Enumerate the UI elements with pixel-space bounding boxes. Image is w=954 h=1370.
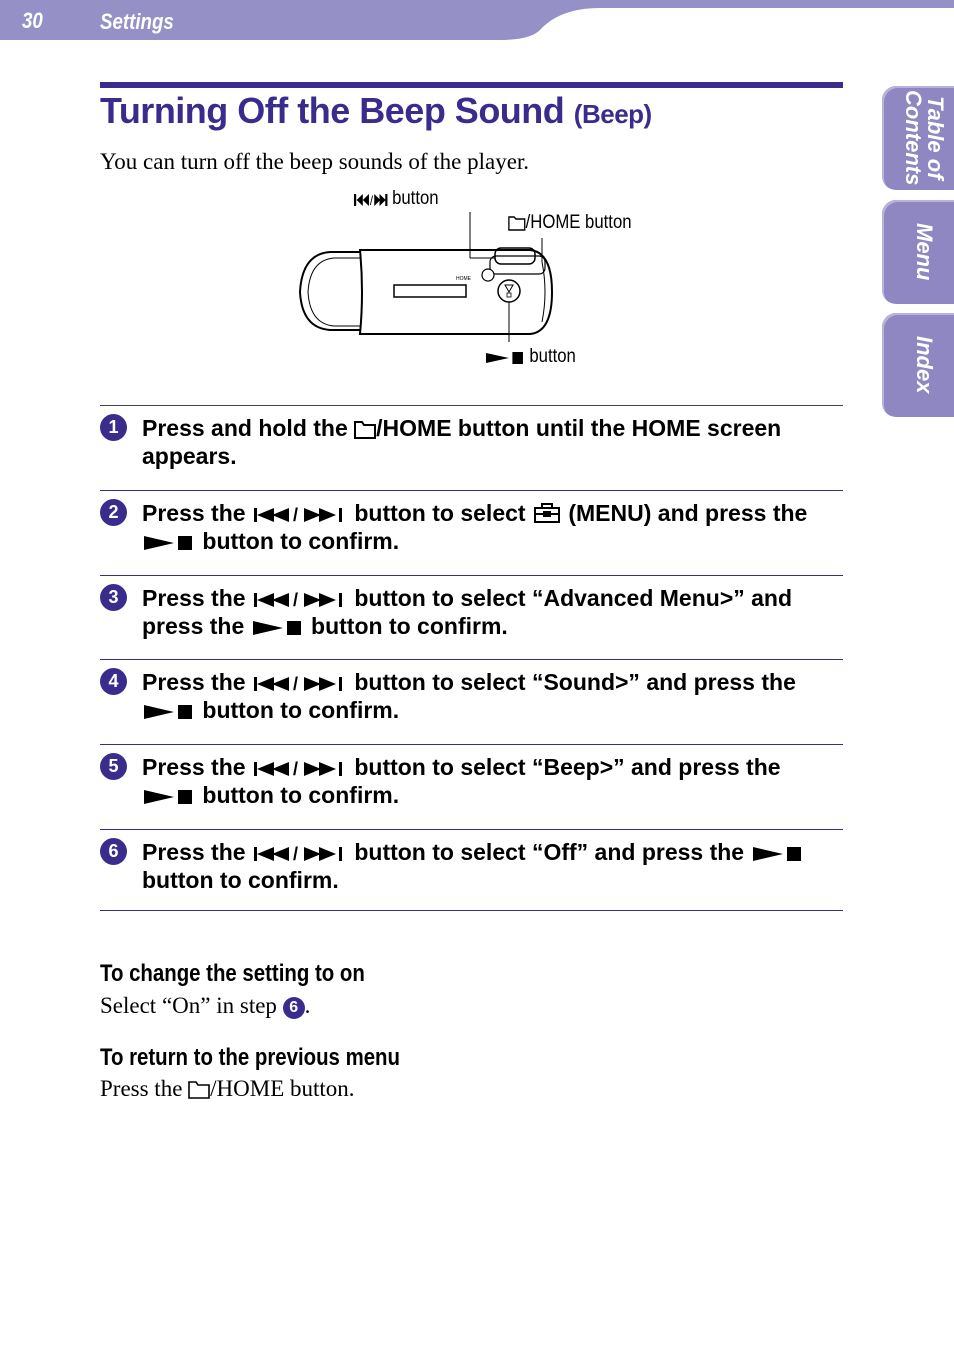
page-title	[100, 90, 652, 132]
tab-index[interactable]	[882, 313, 954, 417]
prev-next-icon	[354, 193, 387, 207]
tab-label: Index	[912, 336, 937, 394]
step-text: Press the / button to select “Off” and press the button to confirm.	[142, 838, 832, 894]
label-home-button: /HOME button	[508, 212, 632, 234]
step-text: Press the / button to select “Beep>” and press the button to confirm.	[142, 754, 781, 808]
title-rule	[100, 82, 843, 88]
return-menu-text: Press the /HOME button.	[100, 1076, 355, 1101]
title-sub: (Beep)	[573, 99, 652, 129]
prev-next-icon	[252, 760, 348, 778]
step-list	[100, 405, 843, 911]
step-reference-badge: 6	[283, 997, 305, 1019]
step-number: 1	[100, 414, 127, 441]
device-home-text: HOME	[456, 276, 471, 282]
step-4	[100, 660, 843, 745]
step-text: Press the / button to select “Advanced Menu>” and press the button to confirm.	[142, 585, 793, 639]
svg-text:/: /	[292, 675, 298, 693]
step-text: Press and hold the /HOME button until the HOME screen appears.	[142, 415, 782, 469]
change-setting-text: Select “On” in step 6 .	[100, 993, 311, 1018]
step-number: 5	[100, 753, 127, 780]
title-main: Turning Off the Beep Sound	[100, 90, 565, 131]
folder-icon	[188, 1079, 210, 1099]
step-2	[100, 491, 843, 576]
svg-text:/: /	[292, 591, 298, 609]
label-skip-button: / button	[354, 188, 439, 210]
svg-text:/: /	[292, 845, 298, 863]
play-stop-icon	[251, 619, 305, 637]
play-stop-icon	[486, 351, 525, 365]
play-stop-icon	[142, 703, 196, 721]
svg-text:/: /	[292, 506, 298, 524]
step-3	[100, 576, 843, 660]
step-number: 6	[100, 838, 127, 865]
tab-label: Table of Contents	[901, 90, 948, 186]
heading-return-menu: To return to the previous menu	[100, 1044, 400, 1071]
prev-next-icon	[252, 675, 348, 693]
step-number: 2	[100, 499, 127, 526]
step-number: 3	[100, 584, 127, 611]
heading-change-setting: To change the setting to on	[100, 960, 365, 987]
step-text: Press the / button to select “Sound>” and press the button to confirm.	[142, 669, 796, 723]
svg-text:/: /	[369, 193, 374, 207]
step-text: Press the / button to select (MENU) and press the button to confirm.	[142, 500, 808, 554]
label-play-button: button	[486, 346, 576, 368]
svg-text:/: /	[292, 760, 298, 778]
folder-icon	[508, 214, 526, 231]
prev-next-icon	[252, 845, 348, 863]
step-1	[100, 406, 843, 491]
intro-text: You can turn off the beep sounds of the player.	[100, 149, 530, 174]
step-6	[100, 830, 843, 911]
toolbox-menu-icon	[532, 500, 562, 524]
tab-menu[interactable]	[882, 200, 954, 304]
section-title: Settings	[100, 9, 174, 34]
step-5	[100, 745, 843, 830]
step-number: 4	[100, 668, 127, 695]
play-stop-icon	[751, 845, 805, 863]
tab-label: Menu	[912, 223, 937, 281]
play-stop-icon	[142, 788, 196, 806]
play-stop-icon	[142, 534, 196, 552]
tab-table-of-contents[interactable]	[882, 86, 954, 190]
prev-next-icon	[252, 506, 348, 524]
page-number: 30	[22, 8, 43, 33]
prev-next-icon	[252, 591, 348, 609]
player-diagram	[290, 182, 670, 382]
folder-icon	[354, 419, 376, 439]
